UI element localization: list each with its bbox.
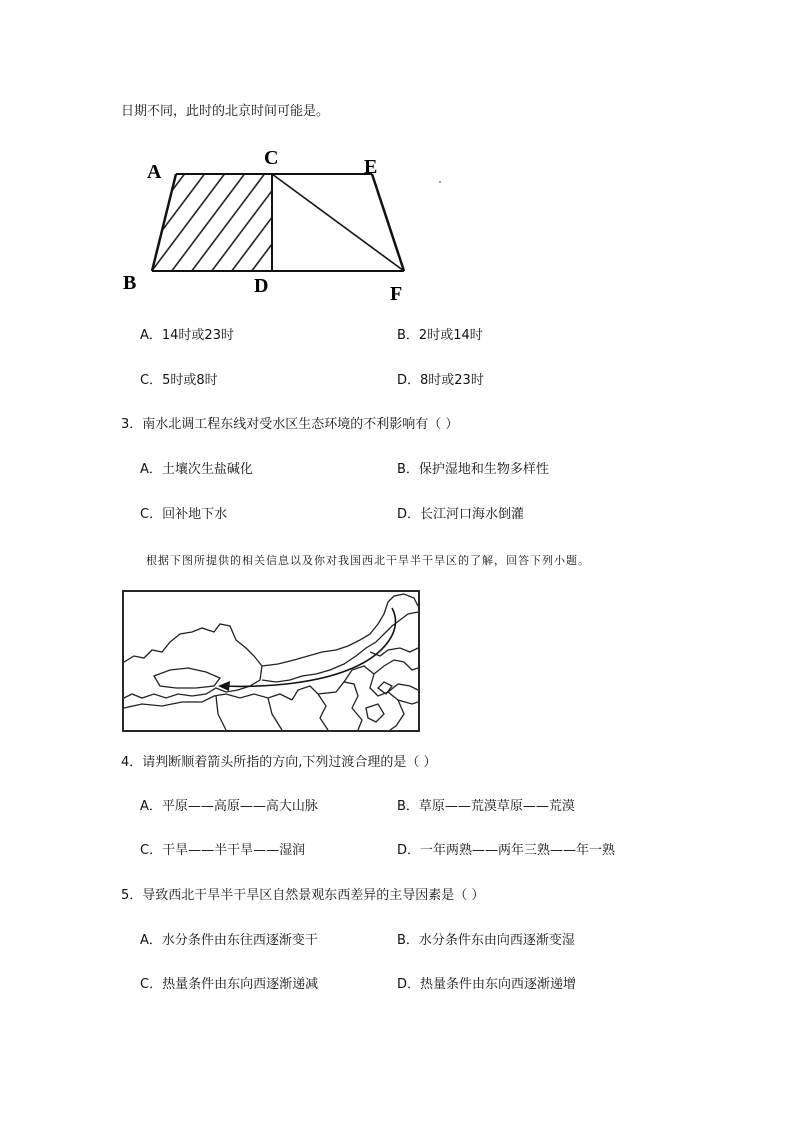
q3-option-d[interactable]: D．长江河口海水倒灌	[397, 507, 525, 522]
label-a: A	[147, 161, 162, 183]
q2-option-c[interactable]: C．5时或8时	[140, 373, 218, 388]
stray-dot	[439, 181, 441, 183]
label-d: D	[254, 275, 269, 297]
q5-option-b[interactable]: B．水分条件东由向西逐渐变湿	[397, 933, 575, 948]
q5-option-c[interactable]: C．热量条件由东向西逐渐递减	[140, 977, 319, 992]
q5-option-a[interactable]: A．水分条件由东往西逐渐变干	[140, 933, 318, 948]
q3-option-c[interactable]: C．回补地下水	[140, 507, 228, 522]
question-4-stem: 4．请判断顺着箭头所指的方向,下列过渡合理的是（ ）	[121, 755, 437, 770]
label-f: F	[390, 283, 403, 305]
q2-option-b[interactable]: B．2时或14时	[397, 328, 483, 343]
group-instruction: 根据下图所提供的相关信息以及你对我国西北干旱半干旱区的了解，回答下列小题。	[146, 554, 590, 567]
hatched-region	[110, 140, 350, 300]
time-zone-diagram	[110, 140, 450, 310]
right-edge	[372, 174, 404, 271]
q5-option-d[interactable]: D．热量条件由东向西逐渐递增	[397, 977, 577, 992]
q4-option-c[interactable]: C．干旱——半干旱——湿润	[140, 843, 306, 858]
cf-diagonal	[272, 174, 404, 271]
question-5-stem: 5．导致西北干旱半干旱区自然景观东西差异的主导因素是（ ）	[121, 888, 485, 903]
q4-option-d[interactable]: D．一年两熟——两年三熟——年一熟	[397, 843, 616, 858]
question-3-stem: 3．南水北调工程东线对受水区生态环境的不利影响有（ ）	[121, 417, 459, 432]
left-edge	[152, 174, 176, 271]
label-b: B	[123, 272, 137, 294]
q4-option-a[interactable]: A．平原——高原——高大山脉	[140, 799, 318, 814]
q2-option-d[interactable]: D．8时或23时	[397, 373, 484, 388]
northwest-china-map	[122, 590, 420, 732]
q4-option-b[interactable]: B．草原——荒漠草原——荒漠	[397, 799, 575, 814]
label-c: C	[264, 147, 279, 169]
q3-option-b[interactable]: B．保护湿地和生物多样性	[397, 462, 549, 477]
q3-option-a[interactable]: A．土壤次生盐碱化	[140, 462, 253, 477]
label-e: E	[364, 156, 378, 178]
q2-option-a[interactable]: A．14时或23时	[140, 328, 234, 343]
question-2-stem-tail: 日期不同，此时的北京时间可能是。	[121, 104, 330, 119]
